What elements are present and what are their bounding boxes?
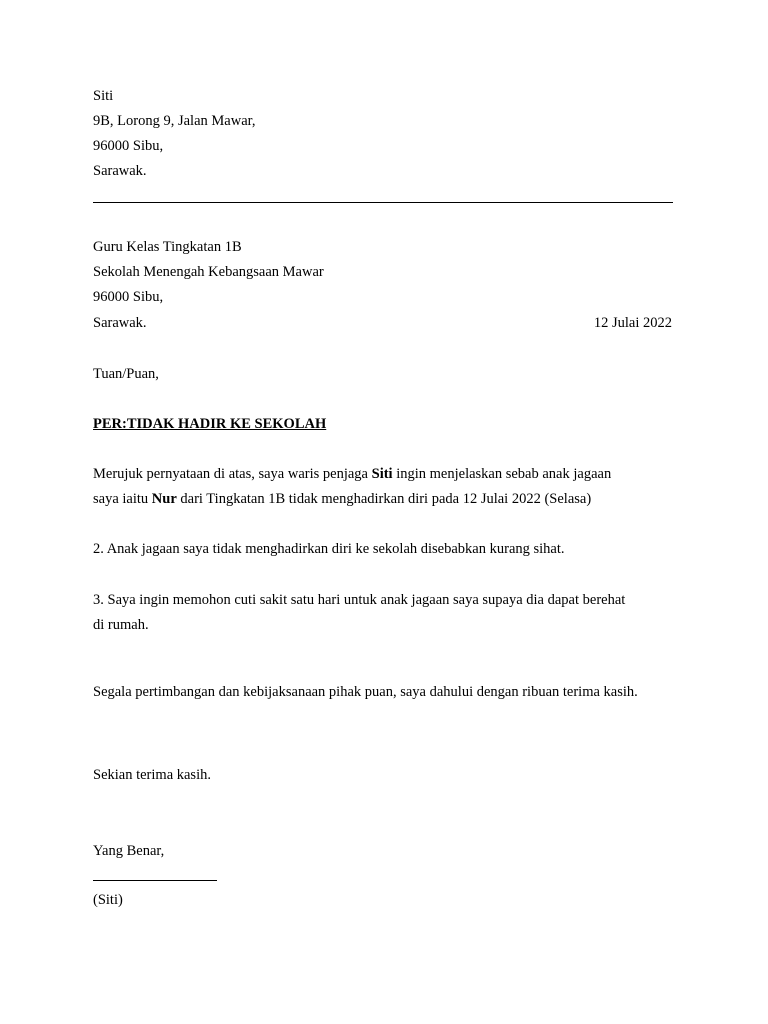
salutation: Tuan/Puan, [93,366,159,382]
subject-heading: PER:TIDAK HADIR KE SEKOLAH [93,416,327,432]
paragraph-1-text-c: saya iaitu [93,491,152,507]
recipient-line-3: 96000 Sibu, [93,289,164,305]
paragraph-3-line-1: 3. Saya ingin memohon cuti sakit satu hari untuk anak jagaan saya supaya dia dapat berehat [93,592,626,608]
sender-address-line-1: 9B, Lorong 9, Jalan Mawar, [93,113,256,129]
signature-name: (Siti) [93,892,123,908]
guardian-name: Siti [371,466,393,482]
sign-off: Yang Benar, [93,843,165,859]
recipient-line-4: Sarawak. [93,315,147,331]
closing-text: Sekian terima kasih. [93,767,211,783]
letter-date: 12 Julai 2022 [593,315,672,331]
paragraph-2: 2. Anak jagaan saya tidak menghadirkan diri ke sekolah disebabkan kurang sihat. [93,541,565,557]
paragraph-3-line-2: di rumah. [93,617,149,633]
paragraph-1-line-2 [93,490,591,508]
paragraph-1-text-d: dari Tingkatan 1B tidak menghadirkan diri pada 12 Julai 2022 (Selasa) [176,491,592,507]
recipient-line-2: Sekolah Menengah Kebangsaan Mawar [93,264,324,280]
header-divider [93,202,673,203]
paragraph-1-line-1 [93,465,611,483]
paragraph-1-text-b: ingin menjelaskan sebab anak jagaan [392,466,612,482]
child-name: Nur [151,491,177,507]
paragraph-4: Segala pertimbangan dan kebijaksanaan pihak puan, saya dahului dengan ribuan terima kasih. [93,684,638,700]
sender-name: Siti [93,88,114,104]
sender-address-line-2: 96000 Sibu, [93,138,164,154]
sender-address-line-3: Sarawak. [93,163,147,179]
paragraph-1-text-a: Merujuk pernyataan di atas, saya waris penjaga [93,466,372,482]
recipient-line-1: Guru Kelas Tingkatan 1B [93,239,242,255]
signature-line [93,880,217,881]
